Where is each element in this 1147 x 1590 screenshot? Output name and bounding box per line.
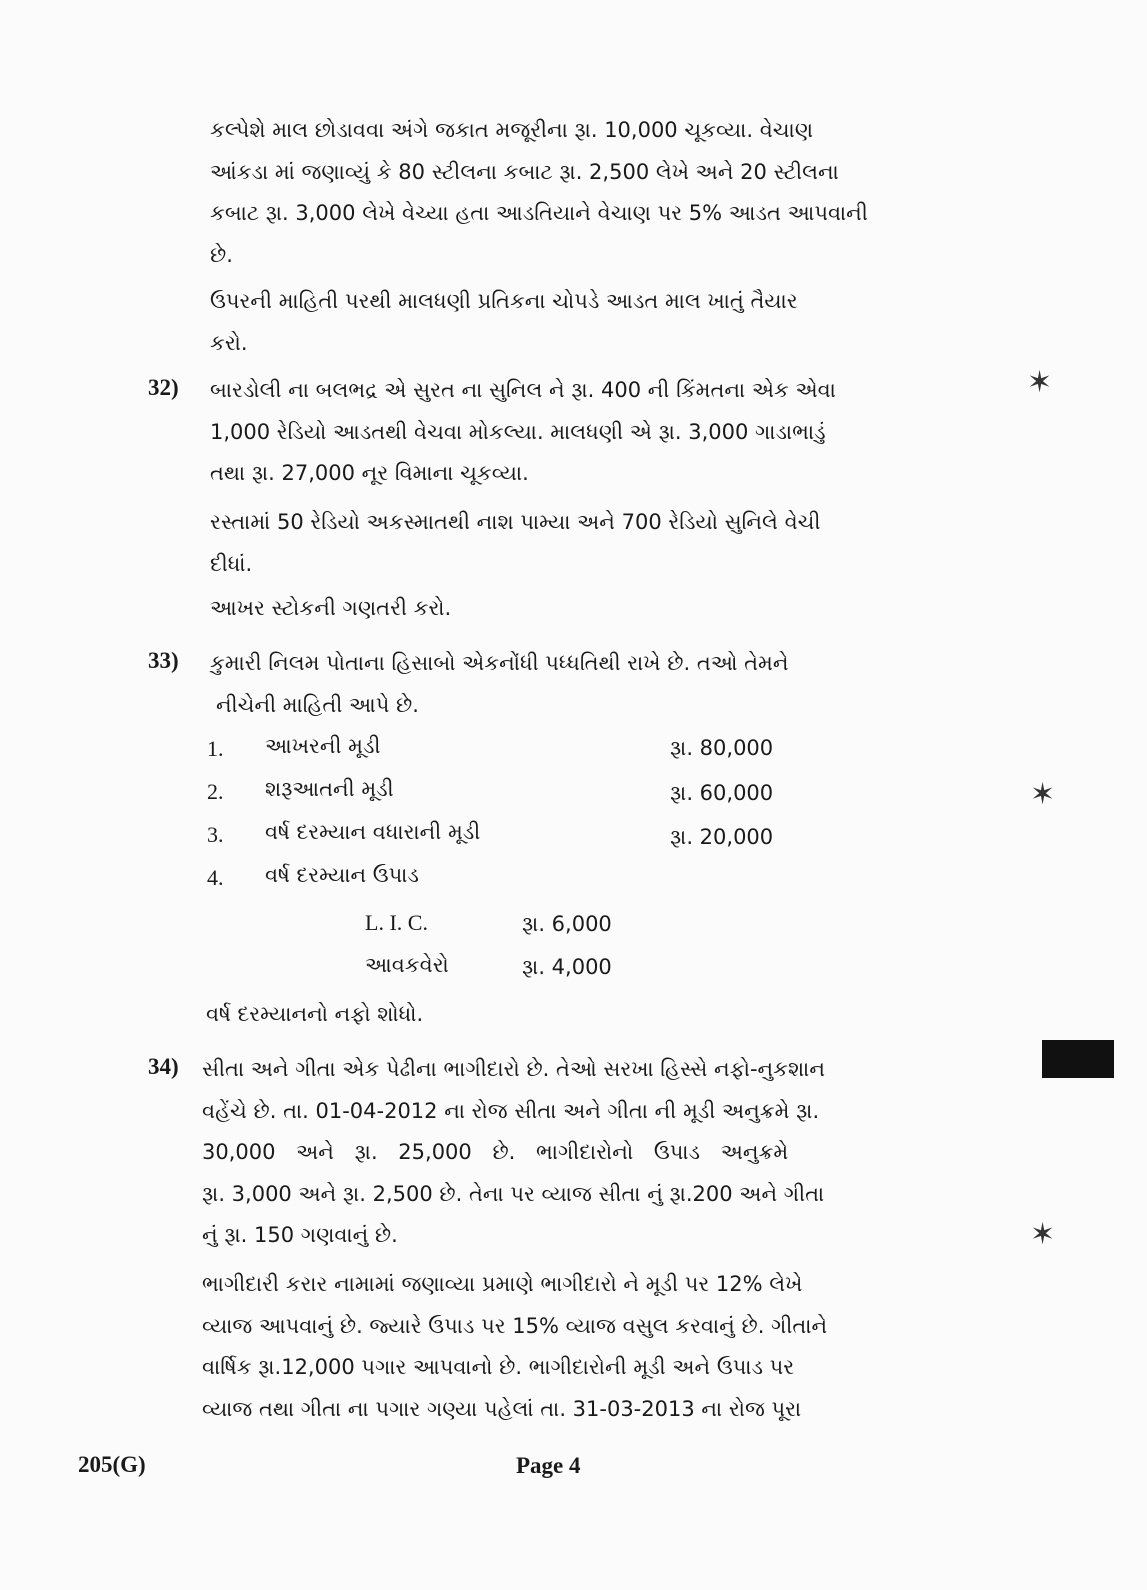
text-line: આંકડા માં જણાવ્યું કે 80 સ્ટીલના કબાટ રૂા. 2,500 લેખે અને 20 સ્ટીલના xyxy=(210,159,839,184)
text-line: કુમારી નિલમ પોતાના હિસાબો એકનોંધી પધ્ધતિથી રાખે છે. તઓ તેમને xyxy=(210,651,789,675)
text-line: કબાટ રૂા. 3,000 લેખે વેચ્યા હતા આડતિયાને વેચાણ પર 5% આડત આપવાની xyxy=(210,201,868,225)
question-32-text-2 xyxy=(210,502,821,585)
sub-item-label: L. I. C. xyxy=(365,910,428,935)
text-line: વાર્ષિક રૂા.12,000 પગાર આપવાનો છે. ભાગીદારોની મૂડી અને ઉપાડ પર xyxy=(202,1355,795,1379)
text-line: વહેંચે છે. તા. 01-04-2012 ના રોજ સીતા અને ગીતા ની મૂડી અનુક્રમે રૂા. xyxy=(202,1098,820,1123)
question-34-text xyxy=(202,1049,825,1257)
question-number-34: 34) xyxy=(148,1054,179,1079)
paper-code: 205(G) xyxy=(78,1452,146,1477)
ink-spot: ✶ xyxy=(1030,1217,1056,1252)
ink-spot: ✶ xyxy=(1027,365,1053,400)
item-label: વર્ષ દરમ્યાન ઉપાડ xyxy=(265,863,419,887)
item-value: રૂા. 60,000 xyxy=(670,781,774,805)
question-34-text-2 xyxy=(202,1264,827,1430)
intro-paragraph xyxy=(210,110,868,276)
question-33-text xyxy=(210,643,789,726)
text-line: રસ્તામાં 50 રેડિયો અકસ્માતથી નાશ પામ્યા અને 700 રેડિયો સુનિલે વેચી xyxy=(210,510,821,534)
item-number: 4. xyxy=(207,865,224,890)
item-number: 2. xyxy=(207,779,224,804)
ink-spot: ✶ xyxy=(1030,777,1056,812)
item-label: વર્ષ દરમ્યાન વધારાની મૂડી xyxy=(265,820,481,844)
text-line: તથા રૂા. 27,000 નૂર વિમાના ચૂકવ્યા. xyxy=(210,461,529,485)
item-value: રૂા. 20,000 xyxy=(670,825,774,849)
text-line: વ્યાજ આપવાનું છે. જ્યારે ઉપાડ પર 15% વ્યાજ વસુલ કરવાનું છે. ગીતાને xyxy=(202,1313,828,1338)
text-line: ભાગીદારી કરાર નામામાં જણાવ્યા પ્રમાણે ભાગીદારો ને મૂડી પર 12% લેખે xyxy=(202,1272,803,1296)
sub-item-value: રૂા. 6,000 xyxy=(522,912,612,936)
text-line: કરો. xyxy=(210,330,248,355)
text-line: રૂા. 3,000 અને રૂા. 2,500 છે. તેના પર વ્યાજ સીતા નું રૂા.200 અને ગીતા xyxy=(202,1181,825,1206)
item-value: રૂા. 80,000 xyxy=(670,736,774,760)
text-line: ઉપરની માહિતી પરથી માલધણી પ્રતિકના ચોપડે આડત માલ ખાતું તૈયાર xyxy=(210,289,798,313)
item-number: 3. xyxy=(207,822,224,847)
text-line: 1,000 રેડિયો આડતથી વેચવા મોકલ્યા. માલધણી એ રૂા. 3,000 ગાડાભાડું xyxy=(210,419,826,444)
intro-instruction xyxy=(210,281,798,364)
question-32-text xyxy=(210,370,836,495)
question-32-instruction: આખર સ્ટોકની ગણતરી કરો. xyxy=(210,596,452,620)
text-line: 30,000 અને રૂા. 25,000 છે. ભાગીદારોનો ઉપાડ અનુક્રમે xyxy=(202,1140,789,1164)
text-line: સીતા અને ગીતા એક પેઢીના ભાગીદારો છે. તેઓ સરખા હિસ્સે નફો-નુકશાન xyxy=(202,1057,825,1081)
text-line: દીધાં. xyxy=(210,551,253,576)
item-number: 1. xyxy=(207,736,224,761)
text-line: છે. xyxy=(210,242,233,267)
question-number-32: 32) xyxy=(148,375,179,400)
text-line: નીચેની માહિતી આપે છે. xyxy=(216,692,419,717)
page-number: Page 4 xyxy=(516,1453,581,1478)
scan-black-mark xyxy=(1042,1040,1114,1078)
text-line: નું રૂા. 150 ગણવાનું છે. xyxy=(202,1223,398,1247)
item-label: શરૂઆતની મૂડી xyxy=(265,777,394,801)
sub-item-value: રૂા. 4,000 xyxy=(522,955,612,979)
question-33-instruction: વર્ષ દરમ્યાનનો નફો શોધો. xyxy=(206,1002,424,1026)
sub-item-label: આવકવેરો xyxy=(365,953,449,977)
text-line: કલ્પેશે માલ છોડાવવા અંગે જકાત મજૂરીના રૂા. 10,000 ચૂકવ્યા. વેચાણ xyxy=(210,118,814,142)
question-number-33: 33) xyxy=(148,648,179,673)
text-line: બારડોલી ના બલભદ્ર એ સુરત ના સુનિલ ને રૂા. 400 ની કિંમતના એક એવા xyxy=(210,378,836,402)
item-label: આખરની મૂડી xyxy=(265,734,381,758)
text-line: વ્યાજ તથા ગીતા ના પગાર ગણ્યા પહેલાં તા. 31-03-2013 ના રોજ પૂરા xyxy=(202,1396,802,1421)
